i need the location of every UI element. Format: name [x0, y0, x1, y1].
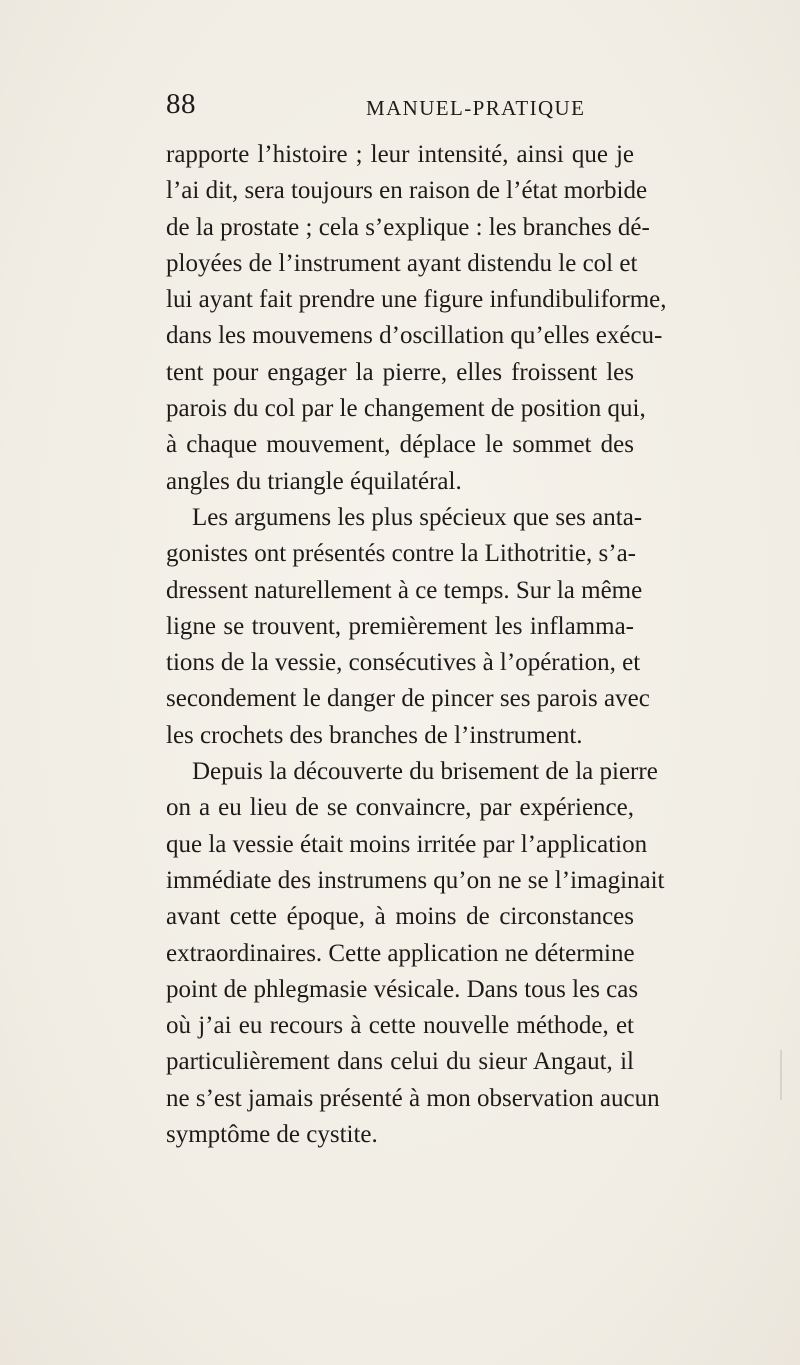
- text-line: dans les mouvemens d’oscillation qu’elles exécu-: [166, 322, 663, 350]
- paragraph-end-line: angles du triangle équilatéral.: [166, 467, 462, 495]
- text-line: dressent naturellement à ce temps. Sur la même: [166, 576, 643, 604]
- text-line: tent pour engager la pierre, elles froissent les: [166, 358, 634, 386]
- text-line: l’ai dit, sera toujours en raison de l’état morbide: [166, 177, 648, 205]
- text-line: tions de la vessie, consécutives à l’opération, et: [166, 649, 641, 677]
- text-line: où j’ai eu recours à cette nouvelle méthode, et: [166, 1012, 634, 1040]
- page-edge-shadow: [780, 1050, 782, 1100]
- text-line: ligne se trouvent, premièrement les inflamma-: [166, 612, 634, 640]
- text-line: point de phlegmasie vésicale. Dans tous les cas: [166, 975, 639, 1003]
- text-line: à chaque mouvement, déplace le sommet des: [166, 431, 634, 459]
- text-line: ployées de l’instrument ayant distendu le col et: [166, 249, 638, 277]
- paragraph-end-line: les crochets des branches de l’instrument.: [166, 721, 583, 749]
- text-line: secondement le danger de pincer ses parois avec: [166, 685, 650, 713]
- text-line: avant cette époque, à moins de circonstances: [166, 903, 634, 931]
- text-line: gonistes ont présentés contre la Lithotritie, s’a-: [166, 540, 637, 568]
- text-line: rapporte l’histoire ; leur intensité, ainsi que je: [166, 141, 634, 168]
- text-line: ne s’est jamais présenté à mon observation aucun: [166, 1084, 660, 1112]
- text-line: lui ayant fait prendre une figure infundibuliforme,: [166, 286, 667, 314]
- text-line: on a eu lieu de se convaincre, par expérience,: [166, 794, 634, 822]
- text-line: que la vessie était moins irritée par l’application: [166, 830, 648, 858]
- page-number: 88: [166, 88, 196, 120]
- text-line: particulièrement dans celui du sieur Angaut, il: [166, 1048, 634, 1076]
- running-title: MANUEL-PRATIQUE: [366, 96, 586, 120]
- paragraph-end-line: symptôme de cystite.: [166, 1121, 378, 1149]
- text-line: extraordinaires. Cette application ne détermine: [166, 939, 635, 967]
- running-head: [166, 88, 636, 128]
- body-text: [166, 137, 667, 1153]
- text-line: de la prostate ; cela s’explique : les branches dé-: [166, 213, 650, 241]
- paragraph-start-line: Depuis la découverte du brisement de la pierre: [192, 758, 658, 786]
- text-line: parois du col par le changement de position qui,: [166, 395, 646, 423]
- paragraph-start-line: Les argumens les plus spécieux que ses anta-: [192, 503, 643, 531]
- text-line: immédiate des instrumens qu’on ne se l’imaginait: [166, 866, 665, 894]
